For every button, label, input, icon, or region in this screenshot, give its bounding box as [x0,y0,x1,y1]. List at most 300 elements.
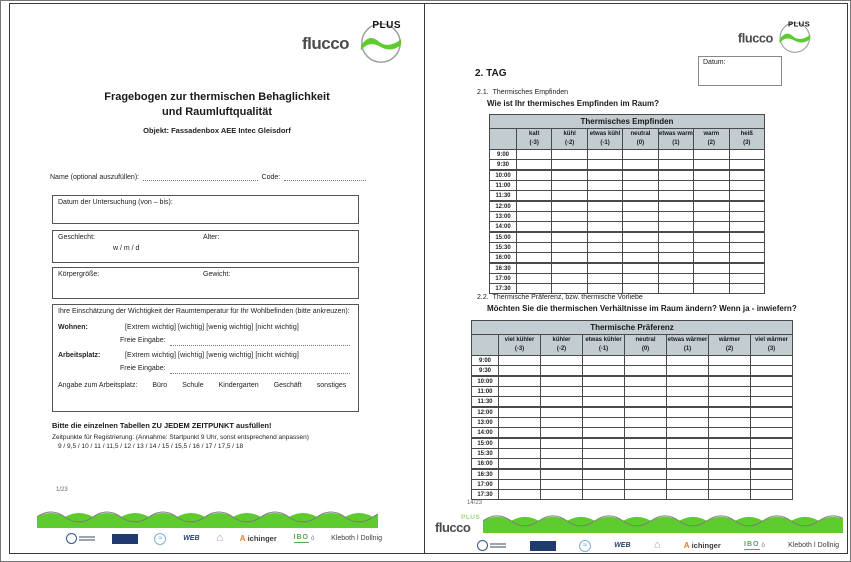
answer-cell[interactable] [694,253,729,264]
table-corner-cell [472,335,499,356]
answer-cell[interactable] [499,356,541,366]
answer-cell[interactable] [751,428,793,439]
answer-cell[interactable] [709,407,751,418]
answer-cell[interactable] [499,407,541,418]
thermische-praeferenz-table[interactable] [471,320,793,500]
answer-cell[interactable] [729,201,764,212]
answer-cell[interactable] [517,222,552,233]
answer-cell[interactable] [517,263,552,274]
answer-cell[interactable] [667,387,709,397]
answer-cell[interactable] [709,428,751,439]
answer-cell[interactable] [583,449,625,459]
answer-cell[interactable] [587,212,622,222]
answer-cell[interactable] [729,243,764,253]
answer-cell[interactable] [709,418,751,428]
answer-cell[interactable] [587,284,622,294]
answer-cell[interactable] [517,201,552,212]
answer-cell[interactable] [694,191,729,202]
time-cell: 16:30 [472,469,499,480]
answer-cell[interactable] [587,191,622,202]
answer-cell[interactable] [541,376,583,387]
answer-cell[interactable] [517,284,552,294]
answer-cell[interactable] [499,397,541,408]
answer-cell[interactable] [694,284,729,294]
geschlecht-options[interactable]: w / m / d [113,245,140,252]
answer-cell[interactable] [541,366,583,377]
answer-cell[interactable] [541,459,583,470]
table-row [472,459,793,470]
answer-cell[interactable] [517,191,552,202]
answer-cell[interactable] [552,181,587,191]
answer-cell[interactable] [729,212,764,222]
answer-cell[interactable] [694,181,729,191]
answer-cell[interactable] [583,397,625,408]
answer-cell[interactable] [751,356,793,366]
page-number-left: 1/23 [56,487,68,493]
answer-cell[interactable] [694,150,729,160]
answer-cell[interactable] [623,222,658,233]
logo-klimaaktiv-icon [34,533,49,545]
wohnen-label: Wohnen: [58,324,88,331]
answer-cell[interactable] [751,449,793,459]
column-header: kalt (-3) [517,129,552,150]
answer-cell[interactable] [623,201,658,212]
answer-cell[interactable] [667,376,709,387]
answer-cell[interactable] [667,480,709,490]
title-line1: Fragebogen zur thermischen Behaglichkeit [104,91,330,103]
answer-cell[interactable] [552,274,587,284]
answer-cell[interactable] [583,480,625,490]
answer-cell[interactable] [552,150,587,160]
logo-brand-text: flucco [435,520,471,535]
wichtigkeit-box[interactable] [52,304,359,412]
time-cell: 14:00 [472,428,499,439]
answer-cell[interactable] [667,418,709,428]
answer-cell[interactable] [583,469,625,480]
wohnen-options[interactable]: [Extrem wichtig] [wichtig] [wenig wichtig] [nicht wichtig] [125,324,299,331]
answer-cell[interactable] [623,284,658,294]
answer-cell[interactable] [658,243,693,253]
answer-cell[interactable] [541,387,583,397]
answer-cell[interactable] [709,387,751,397]
section-2-2-title: Thermische Präferenz, bzw. thermische Vorliebe [492,294,643,301]
column-header: warm (2) [694,129,729,150]
table-row [472,449,793,459]
column-header: etwas kühler (-1) [583,335,625,356]
freie-eingabe-line-2[interactable] [170,365,350,374]
answer-cell[interactable] [694,232,729,243]
logo-house-icon: ⌂ [653,539,661,551]
answer-cell[interactable] [709,356,751,366]
angabe-option-sonstiges[interactable]: sonstiges [316,382,347,389]
answer-cell[interactable] [709,376,751,387]
answer-cell[interactable] [667,428,709,439]
answer-cell[interactable] [541,469,583,480]
section-2-1-number: 2.1. [477,89,489,96]
answer-cell[interactable] [587,243,622,253]
answer-cell[interactable] [625,428,667,439]
partner-logos-row [439,538,839,553]
answer-cell[interactable] [667,366,709,377]
answer-cell[interactable] [729,191,764,202]
answer-cell[interactable] [499,438,541,449]
answer-cell[interactable] [709,490,751,500]
answer-cell[interactable] [751,438,793,449]
column-header: heiß (3) [729,129,764,150]
answer-cell[interactable] [623,181,658,191]
answer-cell[interactable] [694,212,729,222]
time-cell: 14:00 [490,222,517,233]
angabe-option-kindergarten[interactable]: Kindergarten [218,382,259,389]
table-row [490,284,765,294]
answer-cell[interactable] [658,263,693,274]
table-title: Thermische Präferenz [472,321,793,335]
answer-cell[interactable] [751,366,793,377]
answer-cell[interactable] [751,418,793,428]
answer-cell[interactable] [667,490,709,500]
answer-cell[interactable] [499,459,541,470]
code-entry-line[interactable] [284,172,366,181]
logo-kleboth-dollnig: Kleboth ǀ Dollnig [331,535,382,542]
section-2-2-number: 2.2. [477,294,489,301]
logo-navy-icon [112,534,138,544]
table-corner-cell [490,129,517,150]
table-row [490,222,765,233]
answer-cell[interactable] [729,150,764,160]
answer-cell[interactable] [751,397,793,408]
answer-cell[interactable] [729,284,764,294]
time-cell: 11:00 [472,387,499,397]
time-cell: 13:00 [472,418,499,428]
answer-cell[interactable] [541,449,583,459]
logo-plus-text: PLUS [788,19,811,29]
column-header: viel wärmer (3) [751,335,793,356]
answer-cell[interactable] [552,212,587,222]
answer-cell[interactable] [541,418,583,428]
answer-cell[interactable] [729,263,764,274]
answer-cell[interactable] [751,387,793,397]
answer-cell[interactable] [499,387,541,397]
answer-cell[interactable] [729,274,764,284]
datum-untersuchung-box[interactable] [52,195,359,224]
arbeitsplatz-label: Arbeitsplatz: [58,352,101,359]
answer-cell[interactable] [552,191,587,202]
answer-cell[interactable] [658,181,693,191]
table-row [490,170,765,181]
answer-cell[interactable] [625,397,667,408]
answer-cell[interactable] [667,438,709,449]
answer-cell[interactable] [552,170,587,181]
answer-cell[interactable] [583,428,625,439]
answer-cell[interactable] [541,490,583,500]
answer-cell[interactable] [583,490,625,500]
column-header: viel kühler (-3) [499,335,541,356]
answer-cell[interactable] [552,201,587,212]
fill-note: Bitte die einzelnen Tabellen ZU JEDEM ZEITPUNKT ausfüllen! [52,421,272,430]
answer-cell[interactable] [623,170,658,181]
answer-cell[interactable] [625,438,667,449]
time-cell: 9:00 [490,150,517,160]
answer-cell[interactable] [625,366,667,377]
answer-cell[interactable] [709,438,751,449]
table-title: Thermisches Empfinden [490,115,765,129]
answer-cell[interactable] [499,480,541,490]
answer-cell[interactable] [625,449,667,459]
answer-cell[interactable] [587,181,622,191]
answer-cell[interactable] [583,407,625,418]
answer-cell[interactable] [499,490,541,500]
column-header: wärmer (2) [709,335,751,356]
time-cell: 12:00 [472,407,499,418]
answer-cell[interactable] [625,376,667,387]
answer-cell[interactable] [625,480,667,490]
answer-cell[interactable] [587,150,622,160]
answer-cell[interactable] [729,170,764,181]
answer-cell[interactable] [667,356,709,366]
answer-cell[interactable] [517,243,552,253]
answer-cell[interactable] [499,428,541,439]
answer-cell[interactable] [583,356,625,366]
answer-cell[interactable] [517,212,552,222]
answer-cell[interactable] [658,201,693,212]
answer-cell[interactable] [709,366,751,377]
answer-cell[interactable] [694,170,729,181]
answer-cell[interactable] [583,376,625,387]
angabe-option-schule[interactable]: Schule [182,382,204,389]
answer-cell[interactable] [499,449,541,459]
angabe-option-geschaeft[interactable]: Geschäft [273,382,302,389]
logo-university-seal-icon [477,540,506,551]
answer-cell[interactable] [729,232,764,243]
logo-brand-text: flucco [737,31,773,47]
answer-cell[interactable] [587,232,622,243]
page-title [10,90,424,120]
answer-cell[interactable] [499,376,541,387]
answer-cell[interactable] [667,469,709,480]
answer-cell[interactable] [541,428,583,439]
answer-cell[interactable] [625,469,667,480]
answer-cell[interactable] [751,480,793,490]
answer-cell[interactable] [625,407,667,418]
answer-cell[interactable] [694,263,729,274]
column-header: etwas wärmer (1) [667,335,709,356]
name-entry-line[interactable] [143,172,257,181]
answer-cell[interactable] [625,418,667,428]
time-cell: 15:00 [472,438,499,449]
answer-cell[interactable] [587,274,622,284]
logo-ibo: IBO ô [293,534,315,542]
answer-cell[interactable] [517,181,552,191]
answer-cell[interactable] [694,243,729,253]
column-header: etwas warm (1) [658,129,693,150]
time-cell: 17:00 [472,480,499,490]
logo-blue-seal-icon: ≈ [154,533,166,545]
table-row [472,428,793,439]
answer-cell[interactable] [541,356,583,366]
answer-cell[interactable] [729,160,764,171]
answer-cell[interactable] [709,397,751,408]
answer-cell[interactable] [658,284,693,294]
datum-box[interactable] [698,56,782,86]
answer-cell[interactable] [729,253,764,264]
code-label: Code: [261,174,281,181]
answer-cell[interactable] [694,274,729,284]
answer-cell[interactable] [587,201,622,212]
answer-cell[interactable] [552,263,587,274]
answer-cell[interactable] [694,222,729,233]
angabe-option-buero[interactable]: Büro [152,382,168,389]
answer-cell[interactable] [709,480,751,490]
table-row [472,387,793,397]
answer-cell[interactable] [625,490,667,500]
thermisches-empfinden-table[interactable] [489,114,765,294]
answer-cell[interactable] [667,459,709,470]
answer-cell[interactable] [552,243,587,253]
gewicht-label: Gewicht: [203,271,231,278]
answer-cell[interactable] [541,438,583,449]
answer-cell[interactable] [517,170,552,181]
answer-cell[interactable] [623,274,658,284]
answer-cell[interactable] [625,387,667,397]
answer-cell[interactable] [623,243,658,253]
questionnaire-table [489,114,765,294]
time-cell: 17:30 [490,284,517,294]
answer-cell[interactable] [587,263,622,274]
column-header: kühl (-2) [552,129,587,150]
logo-navy-icon [530,541,556,551]
answer-cell[interactable] [709,459,751,470]
answer-cell[interactable] [751,407,793,418]
answer-cell[interactable] [552,284,587,294]
answer-cell[interactable] [552,160,587,171]
answer-cell[interactable] [583,459,625,470]
flucco-plus-logo [302,18,402,66]
answer-cell[interactable] [658,160,693,171]
page-right [424,3,848,554]
answer-cell[interactable] [709,449,751,459]
answer-cell[interactable] [729,181,764,191]
title-line2: und Raumluftqualität [162,106,272,118]
answer-cell[interactable] [541,407,583,418]
answer-cell[interactable] [658,150,693,160]
logo-web: WEB [614,542,631,549]
answer-cell[interactable] [499,418,541,428]
answer-cell[interactable] [583,438,625,449]
logo-plus-text: PLUS [461,514,481,521]
answer-cell[interactable] [751,490,793,500]
answer-cell[interactable] [587,170,622,181]
answer-cell[interactable] [552,253,587,264]
answer-cell[interactable] [658,191,693,202]
answer-cell[interactable] [658,212,693,222]
answer-cell[interactable] [541,480,583,490]
answer-cell[interactable] [541,397,583,408]
day-heading: 2. TAG [475,68,507,79]
answer-cell[interactable] [499,469,541,480]
flucco-footer-logo [435,512,485,535]
answer-cell[interactable] [517,253,552,264]
answer-cell[interactable] [709,469,751,480]
answer-cell[interactable] [623,160,658,171]
page-left [9,3,425,554]
answer-cell[interactable] [499,366,541,377]
answer-cell[interactable] [667,449,709,459]
time-cell: 15:30 [472,449,499,459]
answer-cell[interactable] [625,356,667,366]
datum-label: Datum: [703,59,726,66]
answer-cell[interactable] [729,222,764,233]
answer-cell[interactable] [751,376,793,387]
answer-cell[interactable] [517,274,552,284]
answer-cell[interactable] [517,160,552,171]
answer-cell[interactable] [658,222,693,233]
section-2-1 [477,89,568,96]
answer-cell[interactable] [623,191,658,202]
time-cell: 16:00 [490,253,517,264]
answer-cell[interactable] [587,253,622,264]
table-row [490,253,765,264]
answer-cell[interactable] [517,150,552,160]
table-row [490,201,765,212]
answer-cell[interactable] [751,459,793,470]
angabe-arbeitsplatz-row [53,382,358,389]
table-row [472,418,793,428]
answer-cell[interactable] [623,232,658,243]
answer-cell[interactable] [623,212,658,222]
answer-cell[interactable] [587,160,622,171]
time-cell: 11:00 [490,181,517,191]
column-header: kühler (-2) [541,335,583,356]
answer-cell[interactable] [583,366,625,377]
table-row [490,232,765,243]
freie-eingabe-label-2: Freie Eingabe: [120,365,166,372]
koerpergroesse-gewicht-box[interactable] [52,267,359,299]
answer-cell[interactable] [587,222,622,233]
answer-cell[interactable] [658,253,693,264]
answer-cell[interactable] [658,232,693,243]
answer-cell[interactable] [658,170,693,181]
answer-cell[interactable] [623,150,658,160]
logo-house-icon: ⌂ [216,532,223,544]
zeitpunkte-line1: Zeitpunkte für Registrierung: (Annahme: Startpunkt 9 Uhr, sonst entsprechend anpassen) [52,434,309,441]
logo-university-seal-icon [66,533,95,544]
answer-cell[interactable] [667,397,709,408]
answer-cell[interactable] [517,232,552,243]
answer-cell[interactable] [552,232,587,243]
freie-eingabe-line-1[interactable] [170,337,350,346]
answer-cell[interactable] [658,274,693,284]
answer-cell[interactable] [552,222,587,233]
answer-cell[interactable] [694,160,729,171]
arbeitsplatz-options[interactable]: [Extrem wichtig] [wichtig] [wenig wichtig] [nicht wichtig] [125,352,299,359]
answer-cell[interactable] [694,201,729,212]
logo-brand-text: flucco [302,34,350,53]
answer-cell[interactable] [623,263,658,274]
name-label: Name (optional auszufüllen): [50,174,140,181]
answer-cell[interactable] [583,418,625,428]
table-row [490,150,765,160]
answer-cell[interactable] [623,253,658,264]
answer-cell[interactable] [625,459,667,470]
logo-kleboth-dollnig: Kleboth ǀ Dollnig [788,542,839,549]
time-cell: 12:00 [490,201,517,212]
answer-cell[interactable] [751,469,793,480]
logo-web: WEB [183,535,200,542]
answer-cell[interactable] [667,407,709,418]
table-row [472,469,793,480]
answer-cell[interactable] [583,387,625,397]
geschlecht-alter-box[interactable] [52,230,359,263]
